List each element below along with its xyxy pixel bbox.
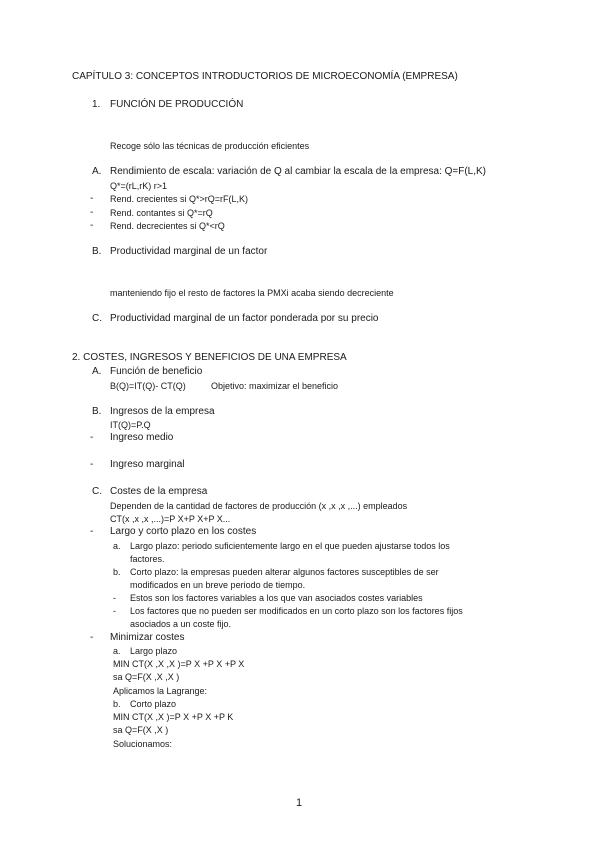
long-term-line: factores.	[130, 554, 165, 564]
s2-b-marker: B.	[92, 406, 102, 417]
sub-line: asociados a un coste fijo.	[130, 619, 232, 629]
section-1-intro: Recoge sólo las técnicas de producción eficientes	[110, 141, 310, 151]
s1-a-item: Rend. crecientes si Q*>rQ=rF(L,K)	[110, 194, 249, 204]
sub-bullet: -	[113, 606, 116, 616]
sub-line: Los factores que no pueden ser modificados en un corto plazo son los factores fijos	[130, 606, 463, 616]
minimize-long-formula: MIN CT(X ,X ,X )=P X +P X +P X	[113, 659, 245, 669]
s2-b-formula: IT(Q)=P.Q	[110, 420, 151, 430]
sub-line: Estos son los factores variables a los que van asociados costes variables	[130, 593, 423, 603]
long-term-line: Largo plazo: periodo suficientemente largo en el que pueden ajustarse todos los	[130, 541, 450, 551]
s2-b-item-bullet: -	[90, 432, 94, 443]
minimize-short-note: Solucionamos:	[113, 739, 173, 749]
minimize-short-formula: MIN CT(X ,X )=P X +P X +P K	[113, 712, 234, 722]
minimize-long-marker: a.	[113, 646, 121, 656]
short-long-bullet: -	[90, 526, 94, 537]
s2-c-text: Costes de la empresa	[110, 486, 208, 497]
s2-b-item: Ingreso medio	[110, 432, 174, 443]
s2-a-formula: B(Q)=IT(Q)- CT(Q)	[110, 381, 186, 391]
s2-b-item: Ingreso marginal	[110, 459, 185, 470]
s1-a-formula: Q*=(rL,rK) r>1	[110, 181, 168, 191]
s2-c-marker: C.	[92, 486, 102, 497]
minimize-long-title: Largo plazo	[130, 646, 178, 656]
s1-a-item: Rend. decrecientes si Q*<rQ	[110, 221, 225, 231]
minimize-short-marker: b.	[113, 699, 121, 709]
long-term-marker: a.	[113, 541, 121, 551]
short-long-title: Largo y corto plazo en los costes	[110, 526, 257, 537]
s1-b-text: Productividad marginal de un factor	[110, 246, 268, 257]
minimize-long-constraint: sa Q=F(X ,X ,X )	[113, 672, 180, 682]
section-1-heading: FUNCIÓN DE PRODUCCIÓN	[110, 99, 244, 110]
minimize-long-note: Aplicamos la Lagrange:	[113, 686, 208, 696]
s2-c-desc: Dependen de la cantidad de factores de producción (x ,x ,x ,...) empleados	[110, 501, 408, 511]
short-term-line: Corto plazo: la empresas pueden alterar algunos factores susceptibles de ser	[130, 567, 439, 577]
s2-b-text: Ingresos de la empresa	[110, 406, 215, 417]
s1-a-item: Rend. contantes si Q*=rQ	[110, 208, 213, 218]
s1-a-item-bullet: -	[90, 207, 94, 218]
page-number: 1	[296, 797, 303, 809]
s1-b-note: manteniendo fijo el resto de factores la PMXi acaba siendo decreciente	[110, 288, 394, 298]
s2-a-marker: A.	[92, 366, 102, 377]
short-term-line: modificados en un breve periodo de tiempo.	[130, 580, 306, 590]
s1-b-marker: B.	[92, 246, 102, 257]
s1-a-marker: A.	[92, 166, 102, 177]
s2-a-objective: Objetivo: maximizar el beneficio	[211, 381, 339, 391]
s2-c-formula: CT(x ,x ,x ,...)=P X+P X+P X...	[110, 514, 231, 524]
s1-c-marker: C.	[92, 313, 102, 324]
section-2-heading: 2. COSTES, INGRESOS Y BENEFICIOS DE UNA EMPRESA	[72, 352, 347, 363]
s1-a-text: Rendimiento de escala: variación de Q al cambiar la escala de la empresa: Q=F(L,K)	[110, 166, 487, 177]
s1-c-text: Productividad marginal de un factor ponderada por su precio	[110, 313, 379, 324]
section-1-number: 1.	[92, 99, 101, 110]
s1-a-item-bullet: -	[90, 220, 94, 231]
minimize-title: Minimizar costes	[110, 632, 185, 643]
short-term-marker: b.	[113, 567, 121, 577]
sub-bullet: -	[113, 593, 116, 603]
s2-a-text: Función de beneficio	[110, 366, 203, 377]
chapter-title: CAPÍTULO 3: CONCEPTOS INTRODUCTORIOS DE MICROECONOMÍA (EMPRESA)	[72, 71, 458, 82]
minimize-bullet: -	[90, 632, 94, 643]
minimize-short-title: Corto plazo	[130, 699, 177, 709]
s1-a-item-bullet: -	[90, 193, 94, 204]
s2-b-item-bullet: -	[90, 459, 94, 470]
minimize-short-constraint: sa Q=F(X ,X )	[113, 725, 169, 735]
